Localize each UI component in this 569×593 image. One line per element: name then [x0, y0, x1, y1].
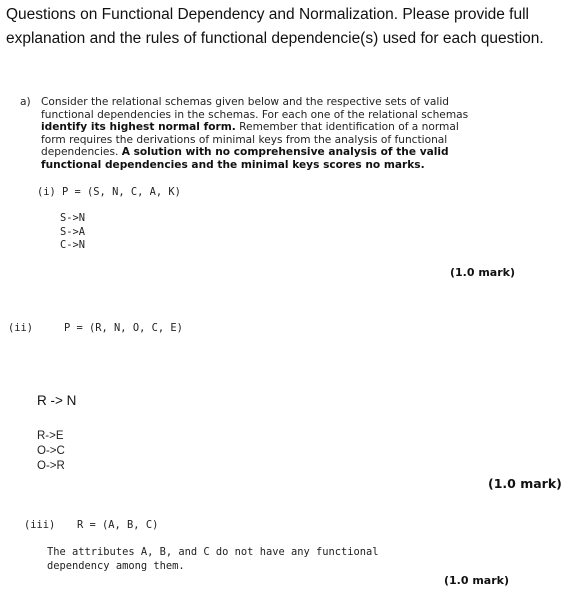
header-line-2: explanation and the rules of functional dependencie(s) used for each question.: [6, 30, 544, 47]
part-ii-dep-first: R -> N: [37, 393, 77, 408]
part-iii-mark: (1.0 mark): [444, 574, 509, 587]
part-iii-schema: R = (A, B, C): [77, 519, 159, 531]
part-ii-dep-2: O->C: [37, 445, 65, 457]
part-ii-schema: P = (R, N, O, C, E): [64, 322, 183, 334]
question-a-line-4: form requires the derivations of minimal keys from the analysis of functional: [41, 133, 448, 146]
question-a-line-5: [41, 146, 449, 159]
emphasis-identify: identify its highest normal form.: [41, 121, 236, 134]
part-iii-label: (iii): [24, 519, 56, 531]
question-a-line-5-start: dependencies.: [41, 146, 122, 159]
header-line-1: Questions on Functional Dependency and Normalization. Please provide full: [6, 6, 529, 23]
part-i-dep-2: S->A: [60, 225, 86, 238]
question-a-label: a): [20, 96, 31, 108]
emphasis-solution: A solution with no comprehensive analysis of the valid: [121, 146, 449, 159]
question-a-line-3-rest: Remember that identification of a normal: [235, 121, 459, 134]
question-a-line-1: Consider the relational schemas given below and the respective sets of valid: [41, 96, 450, 108]
part-iii-text-line-2: dependency among them.: [47, 560, 185, 572]
part-i-dep-1: S->N: [60, 212, 86, 224]
question-a-line-6: [41, 159, 425, 172]
part-ii-mark: (1.0 mark): [488, 476, 562, 491]
part-ii-label: (ii): [8, 322, 34, 334]
question-a-line-3: [41, 121, 459, 134]
part-i-schema: (i) P = (S, N, C, A, K): [37, 186, 181, 198]
part-i-dep-3: C->N: [60, 239, 86, 251]
part-i-mark: (1.0 mark): [450, 266, 515, 279]
emphasis-functional: functional dependencies and the minimal keys scores no marks.: [41, 159, 425, 171]
part-ii-dep-3: O->R: [37, 460, 65, 472]
part-iii-text-line-1: The attributes A, B, and C do not have any functional: [47, 546, 379, 558]
part-ii-dep-1: R->E: [37, 430, 64, 442]
question-a-line-2: functional dependencies in the schemas. For each one of the relational schemas: [41, 108, 469, 121]
